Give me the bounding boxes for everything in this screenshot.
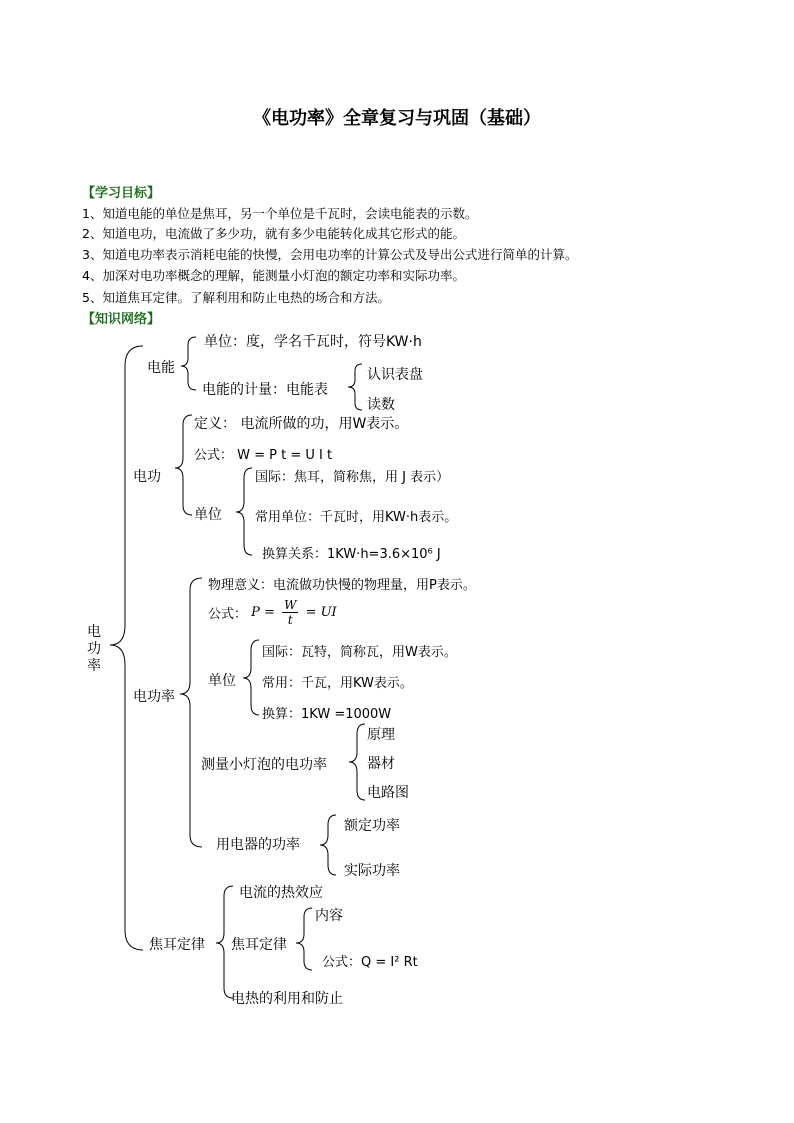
measure-item-equipment: 器材 bbox=[367, 756, 395, 772]
meter-item-reading: 读数 bbox=[367, 397, 395, 413]
brace-joule-law bbox=[296, 908, 312, 970]
brace-work bbox=[175, 415, 192, 515]
power-formula bbox=[208, 598, 337, 627]
power-formula-numerator: W bbox=[284, 598, 297, 612]
objective-4: 4、加深对电功率概念的理解，能测量小灯泡的额定功率和实际功率。 bbox=[82, 268, 465, 283]
power-label: 电功率 bbox=[133, 689, 175, 705]
objective-3: 3、知道电功率表示消耗电能的快慢，会用电功率的计算公式及导出公式进行简单的计算。 bbox=[82, 247, 578, 262]
joule-law-formula: 公式：Q = I² Rt bbox=[322, 955, 418, 970]
objective-1: 1、知道电能的单位是焦耳，另一个单位是千瓦时，会读电能表的示数。 bbox=[82, 206, 478, 221]
power-unit-label: 单位 bbox=[208, 673, 236, 689]
page-title: 《电功率》全章复习与巩固（基础） bbox=[253, 108, 541, 129]
brace-energy bbox=[181, 337, 196, 390]
work-definition: 定义： 电流所做的功，用W表示。 bbox=[194, 416, 409, 432]
goals-heading: 【学习目标】 bbox=[82, 186, 161, 201]
joule-law-content: 内容 bbox=[315, 908, 343, 924]
measure-item-principle: 原理 bbox=[367, 727, 395, 743]
energy-meter: 电能的计量：电能表 bbox=[202, 382, 328, 398]
joule-law-label: 焦耳定律 bbox=[231, 937, 287, 953]
measure-label: 测量小灯泡的电功率 bbox=[201, 757, 327, 773]
brace-appliance bbox=[320, 815, 336, 875]
objective-2: 2、知道电功，电流做了多少功，就有多少电能转化成其它形式的能。 bbox=[82, 226, 465, 241]
power-unit-si: 国际：瓦特，简称瓦，用W表示。 bbox=[262, 645, 457, 660]
brace-measure bbox=[349, 724, 365, 800]
joule-heat-effect: 电流的热效应 bbox=[239, 885, 323, 901]
meter-item-dial: 认识表盘 bbox=[367, 367, 423, 383]
joule-usage: 电热的利用和防止 bbox=[231, 991, 343, 1007]
brace-root bbox=[110, 346, 143, 950]
objective-5: 5、知道焦耳定律。了解利用和防止电热的场合和方法。 bbox=[82, 290, 390, 305]
appliance-label: 用电器的功率 bbox=[216, 837, 300, 853]
root-label: 电功率 bbox=[87, 624, 101, 674]
work-label: 电功 bbox=[133, 469, 161, 485]
network-heading: 【知识网络】 bbox=[82, 312, 161, 327]
power-unit-conversion: 换算：1KW =1000W bbox=[262, 707, 392, 722]
work-unit-common: 常用单位：千瓦时，用KW·h表示。 bbox=[255, 510, 458, 525]
power-formula-label: 公式： bbox=[208, 607, 248, 622]
power-formula-lhs: P = bbox=[251, 605, 275, 620]
power-formula-rhs: = UI bbox=[305, 605, 337, 620]
work-unit-conversion: 换算关系：1KW·h=3.6×10⁶ J bbox=[262, 547, 441, 562]
power-formula-fraction bbox=[282, 598, 298, 627]
energy-unit: 单位：度，学名千瓦时，符号KW·h bbox=[204, 334, 422, 350]
brace-meter bbox=[348, 364, 362, 410]
brace-power-unit bbox=[243, 640, 259, 715]
power-formula-denominator: t bbox=[287, 613, 293, 627]
measure-item-circuit: 电路图 bbox=[367, 785, 409, 801]
brace-power bbox=[180, 578, 202, 847]
work-unit-label: 单位 bbox=[194, 507, 222, 523]
appliance-rated: 额定功率 bbox=[344, 818, 400, 834]
energy-label: 电能 bbox=[147, 360, 175, 376]
work-unit-si: 国际：焦耳，简称焦，用 J 表示） bbox=[255, 470, 450, 485]
power-meaning: 物理意义：电流做功快慢的物理量，用P表示。 bbox=[208, 578, 476, 593]
work-formula: 公式： W = P t = U I t bbox=[194, 448, 333, 463]
brace-work-unit bbox=[236, 468, 252, 555]
appliance-actual: 实际功率 bbox=[344, 863, 400, 879]
power-unit-common: 常用：千瓦，用KW表示。 bbox=[262, 676, 413, 691]
joule-label: 焦耳定律 bbox=[149, 937, 205, 953]
